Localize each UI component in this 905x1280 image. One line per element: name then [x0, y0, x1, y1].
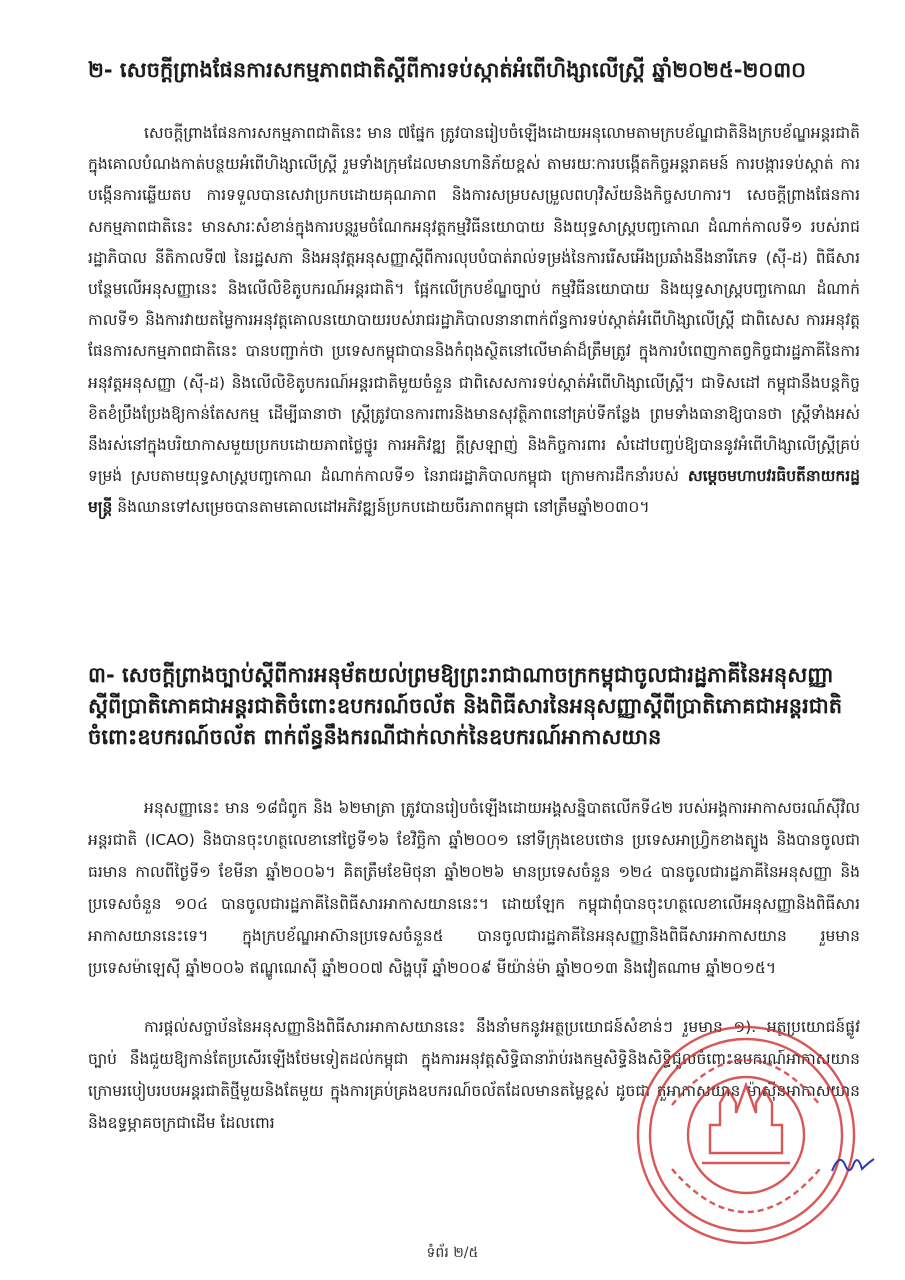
- signature-icon: [828, 1145, 878, 1185]
- section-2-bold-title: សម្តេចមហាបវរធិបតីនាយករដ្ឋមន្ត្រី: [88, 467, 860, 517]
- section-3-paragraph-1: អនុសញ្ញានេះ មាន ១៨ជំពូក និង ៦២មាត្រា ត្រូវបានរៀបចំឡើងដោយអង្គសន្និបាតលើកទី៤២ របស់អង្គការអាកាសចរណ៍ស៊ីវិលអន្តរជាតិ (ICAO) និងបានចុះហត្ថលេខានៅថ្ងៃទី១៦ ខែវិច្ឆិកា ឆ្នាំ២០០១ នៅទីក្រុងខេបថោន ប្រទេសអាហ្វ្រិកខាងត្បូង និងបានចូលជាធរមាន កាលពីថ្ងៃទី១ ខែមីនា ឆ្នាំ២០០៦។ គិតត្រឹមខែមិថុនា ឆ្នាំ២០២៦ មានប្រទេសចំនួន ១២៤ បានចូលជារដ្ឋភាគីនៃអនុសញ្ញា និងប្រទេសចំនួន ១០៤ បានចូលជារដ្ឋភាគីនៃពិធីសារអាកាសយាននេះ។ ដោយឡែក កម្ពុជាពុំបានចុះហត្ថលេខាលើអនុសញ្ញានិងពិធីសារអាកាសយាននេះទេ។ ក្នុងក្របខ័ណ្ឌអាស៊ានប្រទេសចំនួន៥ បានចូលជារដ្ឋភាគីនៃអនុសញ្ញានិងពិធីសារអាកាសយាន រួមមាន ប្រទេសម៉ាឡេស៊ី ឆ្នាំ២០០៦ ឥណ្ឌូណេស៊ី ឆ្នាំ២០០៧ សិង្ហបុរី ឆ្នាំ២០០៩ មីយ៉ាន់ម៉ា ឆ្នាំ២០១៣ និងវៀតណាម ឆ្នាំ២០១៥។: [88, 799, 860, 977]
- page-number: ទំព័រ ២/៥: [426, 1245, 479, 1261]
- section-2-text-b: និងឈានទៅសម្រេចបានតាមគោលដៅអភិវឌ្ឍន៍ប្រកបដោយចីរភាពកម្ពុជា នៅត្រឹមឆ្នាំ២០៣០។: [112, 498, 650, 517]
- official-seal-stamp-icon: [632, 985, 860, 1275]
- section-2-paragraph: [88, 118, 860, 524]
- section-2-text-a: សេចក្តីព្រាងផែនការសកម្មភាពជាតិនេះ មាន ៧ផ្នែក ត្រូវបានរៀបចំឡើងដោយអនុលោមតាមក្របខ័ណ្ឌជាតិនិងក្របខ័ណ្ឌអន្តរជាតិ ក្នុងគោលបំណងកាត់បន្ថយអំពើហិង្សាលើស្ត្រី រួមទាំងក្រុមដែលមានហានិភ័យខ្ពស់ តាមរយៈការបង្កើតកិច្ចអន្តរាគមន៍ ការបង្ការទប់ស្កាត់ ការបង្កើនការឆ្លើយតប ការទទួលបានសេវាប្រកបដោយគុណភាព និងការសម្របសម្រួលពហុវិស័យនិងកិច្ចសហការ។ សេចក្តីព្រាងផែនការសកម្មភាពជាតិនេះ មានសារៈសំខាន់ក្នុងការបន្តរួមចំណែកអនុវត្តកម្មវិធីនយោបាយ និងយុទ្ធសាស្ត្របញ្ចកោណ ដំណាក់កាលទី១ របស់រាជរដ្ឋាភិបាល នីតិកាលទី៧ នៃរដ្ឋសភា និងអនុវត្តអនុសញ្ញាស្តីពីការលុបបំបាត់រាល់ទម្រង់នៃការរើសអើងប្រឆាំងនឹងនារីភេទ (ស៊ី-ដ) ពិធីសារបន្ថែមលើអនុសញ្ញានេះ និងលើលិខិតូបករណ៍អន្តរជាតិ។ ផ្អែកលើក្របខ័ណ្ឌច្បាប់ កម្មវិធីនយោបាយ និងយុទ្ធសាស្ត្របញ្ចកោណ ដំណាក់កាលទី១ និងការវាយតម្លៃការអនុវត្តគោលនយោបាយរបស់រាជរដ្ឋាភិបាលនានាពាក់ព័ន្ធការទប់ស្កាត់អំពើហិង្សាលើស្ត្រី ជាពិសេស ការអនុវត្តផែនការសកម្មភាពជាតិនេះ បានបញ្ជាក់ថា ប្រទេសកម្ពុជាបាននិងកំពុងស្ថិតនៅលើមាគ៌ាដ៏ត្រឹមត្រូវ ក្នុងការបំពេញកាតព្វកិច្ចជារដ្ឋភាគីនៃការអនុវត្តអនុសញ្ញា (ស៊ី-ដ) និងលើលិខិតូបករណ៍អន្តរជាតិមួយចំនួន ជាពិសេសការទប់ស្កាត់អំពើហិង្សាលើស្ត្រី។ ជាទិសដៅ កម្ពុជានឹងបន្តកិច្ចខិតខំប្រឹងប្រែងឱ្យកាន់តែសកម្ម ដើម្បីធានាថា ស្ត្រីត្រូវបានការពារនិងមានសុវត្ថិភាពនៅគ្រប់ទីកន្លែង ព្រមទាំងធានាឱ្យបានថា ស្ត្រីទាំងអស់នឹងរស់នៅក្នុងបរិយាកាសមួយប្រកបដោយភាពថ្លៃថ្នូរ ការអភិវឌ្ឍ ក្តីស្រឡាញ់ និងកិច្ចការពារ សំដៅបញ្ចប់ឱ្យបាននូវអំពើហិង្សាលើស្ត្រីគ្រប់ទម្រង់ ស្របតាមយុទ្ធសាស្ត្របញ្ចកោណ ដំណាក់កាលទី១ នៃរាជរដ្ឋាភិបាលកម្ពុជា ក្រោមការដឹកនាំរបស់: [88, 124, 860, 486]
- section-3-heading: ៣- សេចក្តីព្រាងច្បាប់ស្តីពីការអនុម័តយល់ព្រមឱ្យព្រះរាជាណាចក្រកម្ពុជាចូលជារដ្ឋភាគីនៃអនុសញ្ញាស្តីពីប្រាតិភោគជាអន្តរជាតិចំពោះឧបករណ៍ចល័ត និងពិធីសារនៃអនុសញ្ញាស្តីពីប្រាតិភោគជាអន្តរជាតិចំពោះឧបករណ៍ចល័ត ពាក់ព័ន្ធនឹងករណីជាក់លាក់នៃឧបករណ៍អាកាសយាន: [88, 663, 843, 749]
- section-2-heading: ២- សេចក្តីព្រាងផែនការសកម្មភាពជាតិស្តីពីការទប់ស្កាត់អំពើហិង្សាលើស្ត្រី ឆ្នាំ២០២៥-២០៣០: [88, 58, 807, 82]
- section-3-paragraph-2: ការផ្តល់សច្ចាប័ននៃអនុសញ្ញានិងពិធីសារអាកាសយាននេះ នឹងនាំមកនូវអត្ថប្រយោជន៍សំខាន់ៗ រួមមាន ១). អត្ថប្រយោជន៍ផ្លូវច្បាប់ នឹងជួយឱ្យកាន់តែប្រសើរឡើងថែមទៀតដល់កម្ពុជា ក្នុងការអនុវត្តសិទ្ធិធានារ៉ាប់រងកម្មសិទ្ធិនិងសិទ្ធិជួលចំពោះឧបករណ៍អាកាសយាន ក្រោមរបៀបរបបអន្តរជាតិថ្មីមួយនិងតែមួយ ក្នុងការគ្រប់គ្រងឧបករណ៍ចល័តដែលមានតម្លៃខ្ពស់ ដូចជា តួអាកាសយាន ម៉ាស៊ីនអាកាសយាន និងឧទ្ធម្ភាគចក្រជាដើម ដែលពោរ: [88, 1018, 860, 1132]
